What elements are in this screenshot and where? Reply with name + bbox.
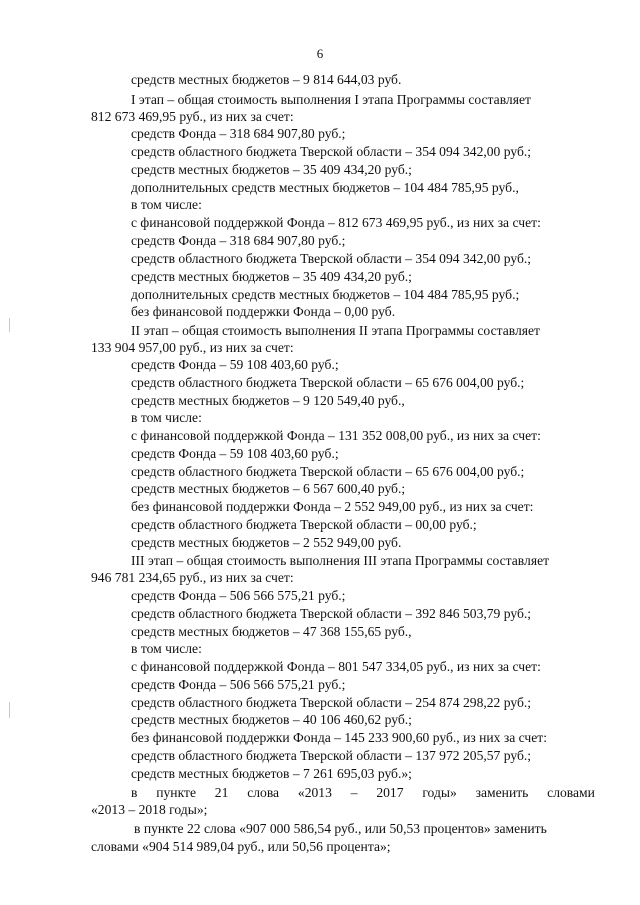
word: в [131, 785, 138, 800]
text-line: средств местных бюджетов – 40 106 460,62 руб.; [131, 712, 412, 727]
text-line: средств местных бюджетов – 47 368 155,65 руб., [131, 624, 412, 639]
point-21-line [131, 785, 595, 801]
text-line: дополнительных средств местных бюджетов – 104 484 785,95 руб., [131, 180, 519, 195]
text-line: средств Фонда – 59 108 403,60 руб.; [131, 446, 339, 461]
text-line: с финансовой поддержкой Фонда – 801 547 334,05 руб., из них за счет: [131, 659, 541, 674]
text-line: 133 904 957,00 руб., из них за счет: [91, 340, 294, 355]
text-line: средств местных бюджетов – 2 552 949,00 руб. [131, 535, 402, 550]
word: заменить [475, 785, 529, 800]
page-number: 6 [316, 46, 324, 61]
text-line: в том числе: [131, 410, 202, 425]
text-line: дополнительных средств местных бюджетов – 104 484 785,95 руб.; [131, 287, 520, 302]
text-line: средств местных бюджетов – 6 567 600,40 руб.; [131, 481, 406, 496]
word: словами [547, 785, 595, 800]
text-line: средств Фонда – 318 684 907,80 руб.; [131, 126, 346, 141]
word: годы» [422, 785, 457, 800]
stage-2-heading: II этап – общая стоимость выполнения II этапа Программы составляет [131, 323, 540, 338]
text-line: средств местных бюджетов – 7 261 695,03 руб.»; [131, 766, 412, 781]
text-line: без финансовой поддержки Фонда – 2 552 949,00 руб., из них за счет: [131, 499, 534, 514]
text-line: средств местных бюджетов – 35 409 434,20 руб.; [131, 162, 412, 177]
text-line: средств областного бюджета Тверской области – 137 972 205,57 руб.; [131, 748, 532, 763]
text-line: в том числе: [131, 641, 202, 656]
text-line: средств областного бюджета Тверской области – 392 846 503,79 руб.; [131, 606, 532, 621]
text-line: с финансовой поддержкой Фонда – 131 352 008,00 руб., из них за счет: [131, 428, 541, 443]
word: пункте [156, 785, 196, 800]
text-line: средств областного бюджета Тверской области – 254 874 298,22 руб.; [131, 695, 532, 710]
stage-3-heading: III этап – общая стоимость выполнения III этапа Программы составляет [131, 553, 550, 568]
text-line: 812 673 469,95 руб., из них за счет: [91, 109, 294, 124]
text-line: средств Фонда – 506 566 575,21 руб.; [131, 588, 346, 603]
word: – [350, 785, 358, 800]
text-line: без финансовой поддержки Фонда – 145 233 900,60 руб., из них за счет: [131, 730, 548, 745]
text-line: средств областного бюджета Тверской области – 65 676 004,00 руб.; [131, 464, 525, 479]
text-line: средств областного бюджета Тверской области – 65 676 004,00 руб.; [131, 375, 525, 390]
point-22-line: в пункте 22 слова «907 000 586,54 руб., или 50,53 процентов» заменить [134, 821, 547, 836]
text-line: средств Фонда – 506 566 575,21 руб.; [131, 677, 346, 692]
word: 21 [214, 785, 229, 800]
text-line: средств местных бюджетов – 35 409 434,20 руб.; [131, 269, 412, 284]
text-line: средств областного бюджета Тверской области – 00,00 руб.; [131, 517, 477, 532]
text-line: средств местных бюджетов – 9 814 644,03 руб. [131, 72, 402, 87]
margin-mark [9, 702, 10, 718]
text-line: средств Фонда – 59 108 403,60 руб.; [131, 357, 339, 372]
word: слова [247, 785, 280, 800]
stage-1-heading: I этап – общая стоимость выполнения I этапа Программы составляет [131, 92, 531, 107]
text-line: «2013 – 2018 годы»; [91, 802, 208, 817]
text-line: средств Фонда – 318 684 907,80 руб.; [131, 233, 346, 248]
word: «2013 [297, 785, 332, 800]
text-line: средств областного бюджета Тверской области – 354 094 342,00 руб.; [131, 251, 532, 266]
text-line: в том числе: [131, 197, 202, 212]
text-line: средств местных бюджетов – 9 120 549,40 руб., [131, 393, 405, 408]
margin-mark [9, 318, 10, 332]
text-line: с финансовой поддержкой Фонда – 812 673 469,95 руб., из них за счет: [131, 215, 541, 230]
text-line: средств областного бюджета Тверской области – 354 094 342,00 руб.; [131, 144, 532, 159]
text-line: словами «904 514 989,04 руб., или 50,56 процента»; [91, 839, 391, 854]
text-line: 946 781 234,65 руб., из них за счет: [91, 570, 294, 585]
text-line: без финансовой поддержки Фонда – 0,00 руб. [131, 304, 396, 319]
word: 2017 [376, 785, 404, 800]
